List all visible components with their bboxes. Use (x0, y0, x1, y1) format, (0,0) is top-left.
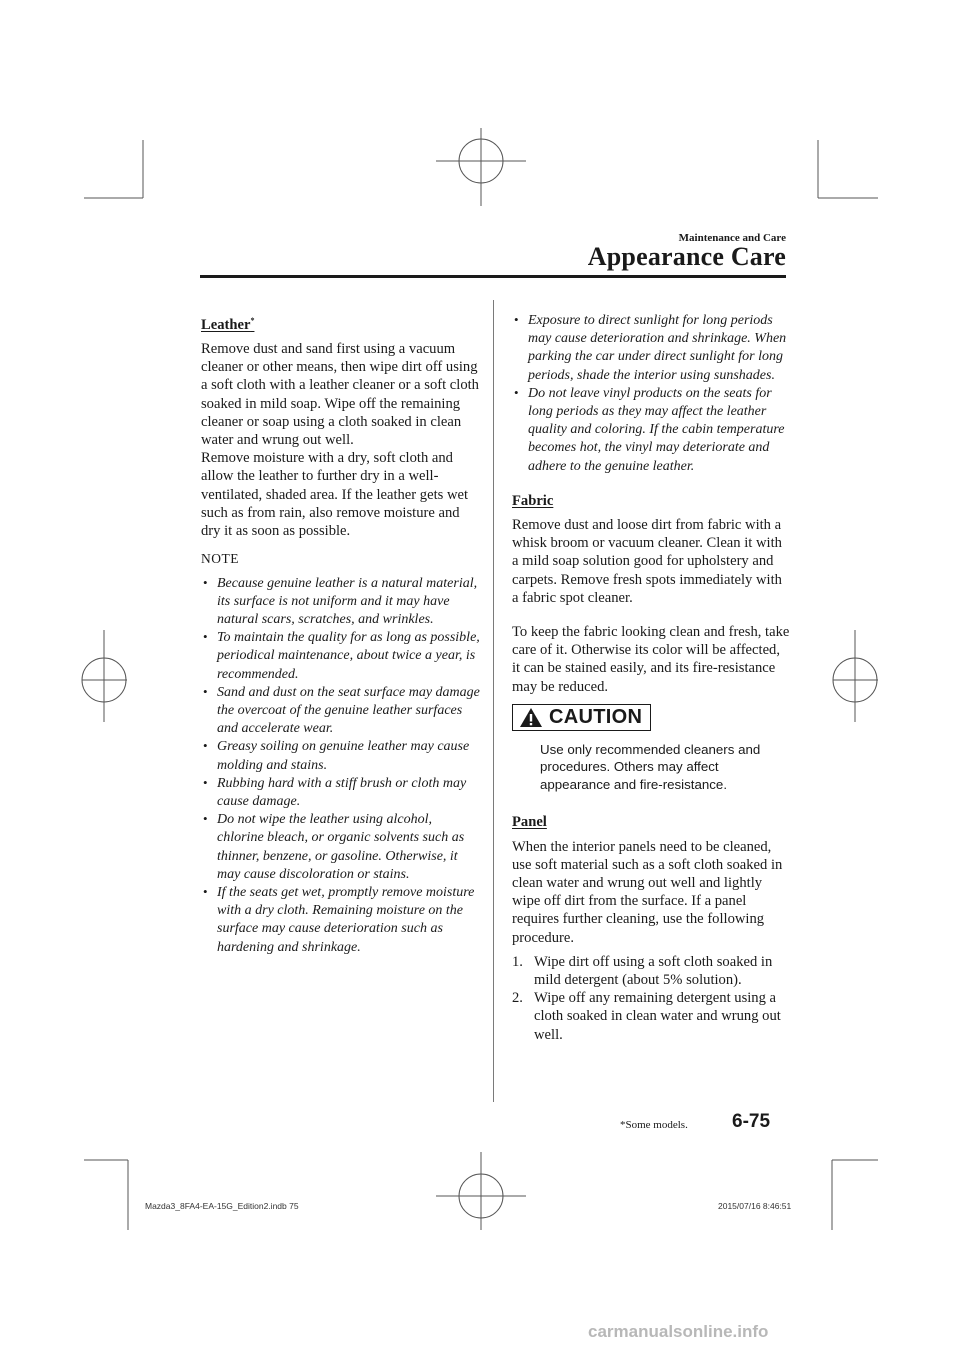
panel-heading: Panel (512, 814, 547, 831)
footnote: *Some models. (620, 1119, 688, 1131)
note-item: • Because genuine leather is a natural material, its surface is not uniform and it may have natural scars, scratches, and wrinkles. (203, 574, 478, 627)
step-item: 2. Wipe off any remaining detergent using a cloth soaked in clean water and wrung out well. (512, 990, 781, 1043)
bullet-icon: • (203, 774, 208, 790)
warning-triangle-icon (519, 707, 543, 728)
some-models-mark: * (250, 316, 255, 325)
note-item: • Exposure to direct sunlight for long periods may cause deterioration and shrinkage. When parking the car under direct sunlight for long periods, shade the interior using sunshades. (514, 312, 787, 383)
bullet-icon: • (514, 312, 519, 327)
right-column (512, 312, 790, 1044)
panel-paragraph: When the interior panels need to be cleaned, use soft material such as a soft cloth soaked in clean water and wrung out well and lightly wipe off dirt from the surface. If a panel requires further cleaning, use the following procedure. (512, 838, 783, 946)
bullet-icon: • (203, 574, 208, 590)
bullet-icon: • (203, 629, 208, 645)
note-item: • Rubbing hard with a stiff brush or cloth may cause damage. (203, 774, 467, 809)
note-item: • Do not leave vinyl products on the seats for long periods as they may affect the leather quality and coloring. If the cabin temperature becomes hot, the vinyl may deteriorate and adhere to the genuine leather. (514, 384, 785, 474)
note-heading: NOTE (201, 551, 239, 567)
bullet-icon: • (203, 738, 208, 754)
print-slug-file: Mazda3_8FA4-EA-15G_Edition2.indb 75 (145, 1201, 299, 1211)
bullet-icon: • (203, 883, 208, 899)
left-column (201, 312, 481, 957)
fabric-heading: Fabric (512, 492, 554, 509)
bullet-icon: • (203, 683, 208, 699)
leather-heading: Leather* (201, 316, 255, 333)
panel-steps (512, 953, 790, 1044)
fabric-paragraph-1: Remove dust and loose dirt from fabric with a whisk broom or vacuum cleaner. Clean it with a mild soap solution good for upholstery and carpets. Remove fresh spots immediately with a fabric spot cleaner. (512, 517, 782, 606)
caution-label: CAUTION (549, 706, 643, 729)
caution-label-box (512, 704, 651, 731)
leather-paragraph-1: Remove dust and sand first using a vacuum cleaner or other means, then wipe dirt off using a soft cloth with a leather cleaner or a soft cloth soaked in mild soap. Wipe off the remaining cleaner or soap using a cloth soaked in clean water and wrung out well. (201, 341, 479, 449)
leather-note-list-cont (512, 312, 790, 476)
header-rule (200, 275, 786, 278)
caution-text: Use only recommended cleaners and procedures. Others may affect appearance and fire-resistance. (540, 741, 761, 792)
leather-paragraph-2: Remove moisture with a dry, soft cloth and allow the leather to further dry in a well-ventilated, shaded area. If the leather gets wet such as from rain, also remove moisture and dry it as soon as possible. (201, 450, 469, 540)
column-divider (493, 300, 494, 1102)
note-item: • To maintain the quality for as long as possible, periodical maintenance, about twice a year, is recommended. (203, 629, 480, 682)
page-number: 6-75 (732, 1111, 771, 1132)
fabric-paragraph-2: To keep the fabric looking clean and fresh, take care of it. Otherwise its color will be affected, it can be stained easily, and its fire-resistance may be reduced. (512, 624, 790, 695)
watermark: carmanualsonline.info (588, 1322, 769, 1341)
note-item: • Greasy soiling on genuine leather may cause molding and stains. (203, 738, 470, 773)
bullet-icon: • (514, 384, 519, 400)
print-slug-date: 2015/07/16 8:46:51 (718, 1201, 792, 1211)
note-item: • Do not wipe the leather using alcohol, chlorine bleach, or organic solvents such as thinner, benzene, or gasoline. Otherwise, it may cause discoloration or stains. (203, 811, 465, 882)
page-title: Appearance Care (587, 242, 786, 271)
leather-note-list (201, 575, 481, 957)
bullet-icon: • (203, 811, 208, 827)
note-item: • Sand and dust on the seat surface may damage the overcoat of the genuine leather surfaces and accelerate wear. (203, 683, 480, 737)
step-item: 1. Wipe dirt off using a soft cloth soaked in mild detergent (about 5% solution). (512, 953, 773, 988)
note-item: • If the seats get wet, promptly remove moisture with a dry cloth. Remaining moisture on the surface may cause deterioration such as hardening and shrinkage. (203, 883, 475, 955)
section-label: Maintenance and Care (678, 232, 786, 244)
